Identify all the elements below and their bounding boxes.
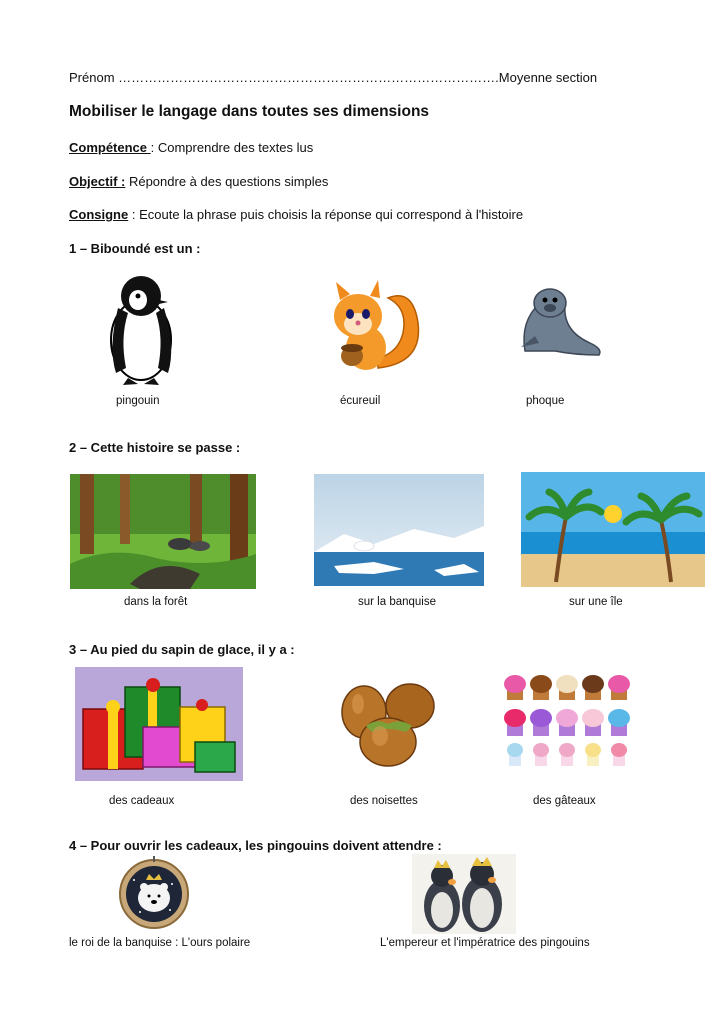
penguin-icon[interactable] xyxy=(98,268,184,388)
consigne-line xyxy=(69,207,523,222)
option-3-2[interactable]: des noisettes xyxy=(350,795,418,807)
objectif-line xyxy=(69,174,328,189)
question-2: 2 – Cette histoire se passe : xyxy=(69,440,241,455)
question-4: 4 – Pour ouvrir les cadeaux, les pingouins doivent attendre : xyxy=(69,838,442,853)
penguin-couple-icon[interactable] xyxy=(412,854,516,934)
question-1: 1 – Biboundé est un : xyxy=(69,241,201,256)
seal-icon[interactable] xyxy=(515,281,605,359)
header-line xyxy=(69,70,644,85)
option-2-2[interactable]: sur la banquise xyxy=(358,596,436,608)
forest-icon[interactable] xyxy=(70,474,256,589)
competence-line xyxy=(69,140,313,155)
gifts-icon[interactable] xyxy=(75,667,243,781)
ice-floe-icon[interactable] xyxy=(314,474,484,586)
competence-text: : Comprendre des textes lus xyxy=(150,140,314,155)
island-icon[interactable] xyxy=(521,472,705,587)
option-3-3[interactable]: des gâteaux xyxy=(533,795,596,807)
name-dots: ……………………………………………………………………………. xyxy=(118,70,499,85)
competence-label: Compétence xyxy=(69,140,151,155)
page-title: Mobiliser le langage dans toutes ses dimensions xyxy=(69,103,430,120)
consigne-text: : Ecoute la phrase puis choisis la réponse qui correspond à l'histoire xyxy=(128,207,524,222)
option-4-2[interactable]: L'empereur et l'impératrice des pingouins xyxy=(380,937,590,949)
hazelnuts-icon[interactable] xyxy=(336,676,440,768)
option-2-3[interactable]: sur une île xyxy=(569,596,623,608)
section-label: Moyenne section xyxy=(498,70,598,85)
option-1-1[interactable]: pingouin xyxy=(116,395,160,407)
option-1-2[interactable]: écureuil xyxy=(340,395,381,407)
objectif-label: Objectif : xyxy=(69,174,126,189)
cupcakes-icon[interactable] xyxy=(503,672,637,768)
consigne-label: Consigne xyxy=(69,207,129,222)
polar-bear-icon[interactable] xyxy=(116,854,192,930)
question-3: 3 – Au pied du sapin de glace, il y a : xyxy=(69,642,295,657)
prenom-label: Prénom xyxy=(69,70,115,85)
option-4-1[interactable]: le roi de la banquise : L'ours polaire xyxy=(69,937,251,949)
option-3-1[interactable]: des cadeaux xyxy=(109,795,175,807)
squirrel-icon[interactable] xyxy=(318,278,426,378)
option-1-3[interactable]: phoque xyxy=(526,395,565,407)
objectif-text: Répondre à des questions simples xyxy=(125,174,329,189)
option-2-1[interactable]: dans la forêt xyxy=(124,596,188,608)
